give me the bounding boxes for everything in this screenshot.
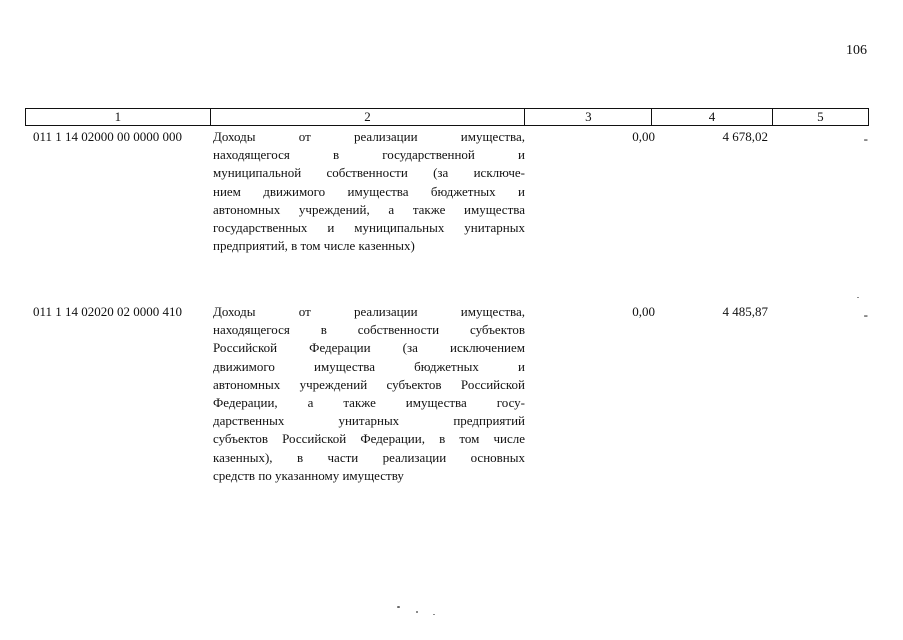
row-2-col5-value: - bbox=[863, 307, 868, 322]
description-line: Российской Федерации (за исключением bbox=[213, 340, 525, 356]
row-2-col3-value: 0,00 bbox=[632, 304, 655, 319]
description-line: Федерации, а также имущества госу- bbox=[213, 395, 525, 411]
row-1-description bbox=[213, 128, 525, 255]
column-header-3: 3 bbox=[525, 109, 652, 126]
description-line: автономных учреждений субъектов Российской bbox=[213, 376, 525, 392]
scan-speck bbox=[397, 606, 400, 608]
description-line: государственных и муниципальных унитарных bbox=[213, 220, 525, 236]
row-1-code: 011 1 14 02000 00 0000 000 bbox=[33, 129, 183, 144]
scan-speck bbox=[857, 297, 859, 298]
scan-speck bbox=[416, 611, 418, 613]
description-line: казенных), в части реализации основных bbox=[213, 449, 525, 465]
column-header-1: 1 bbox=[26, 109, 211, 126]
column-header-2: 2 bbox=[210, 109, 525, 126]
description-line: муниципальной собственности (за исключе- bbox=[213, 165, 525, 181]
row-2-col4-value: 4 485,87 bbox=[722, 304, 768, 319]
description-line: Доходы от реализации имущества, bbox=[213, 304, 525, 319]
description-line: средств по указанному имуществу bbox=[213, 467, 404, 483]
column-header-table bbox=[25, 108, 869, 126]
description-line: субъектов Российской Федерации, в том числе bbox=[213, 431, 525, 447]
description-line: находящегося в государственной и bbox=[213, 147, 525, 163]
description-line: движимого имущества бюджетных и bbox=[213, 358, 525, 374]
row-2-code: 011 1 14 02020 02 0000 410 bbox=[33, 304, 183, 319]
column-header-4: 4 bbox=[652, 109, 772, 126]
page-number: 106 bbox=[846, 43, 867, 58]
description-line: автономных учреждений, а также имущества bbox=[213, 201, 525, 217]
description-line: находящегося в собственности субъектов bbox=[213, 322, 525, 338]
row-1-col4-value: 4 678,02 bbox=[722, 129, 768, 144]
column-header-row bbox=[26, 109, 869, 126]
description-line: дарственных унитарных предприятий bbox=[213, 413, 525, 429]
description-line: нием движимого имущества бюджетных и bbox=[213, 183, 525, 199]
column-header-5: 5 bbox=[772, 109, 868, 126]
row-2-description bbox=[213, 303, 525, 485]
row-1-col5-value: - bbox=[863, 131, 868, 146]
row-1-col3-value: 0,00 bbox=[632, 129, 655, 144]
scan-speck bbox=[433, 614, 435, 615]
description-line: предприятий, в том числе казенных) bbox=[213, 238, 415, 254]
description-line: Доходы от реализации имущества, bbox=[213, 129, 525, 144]
